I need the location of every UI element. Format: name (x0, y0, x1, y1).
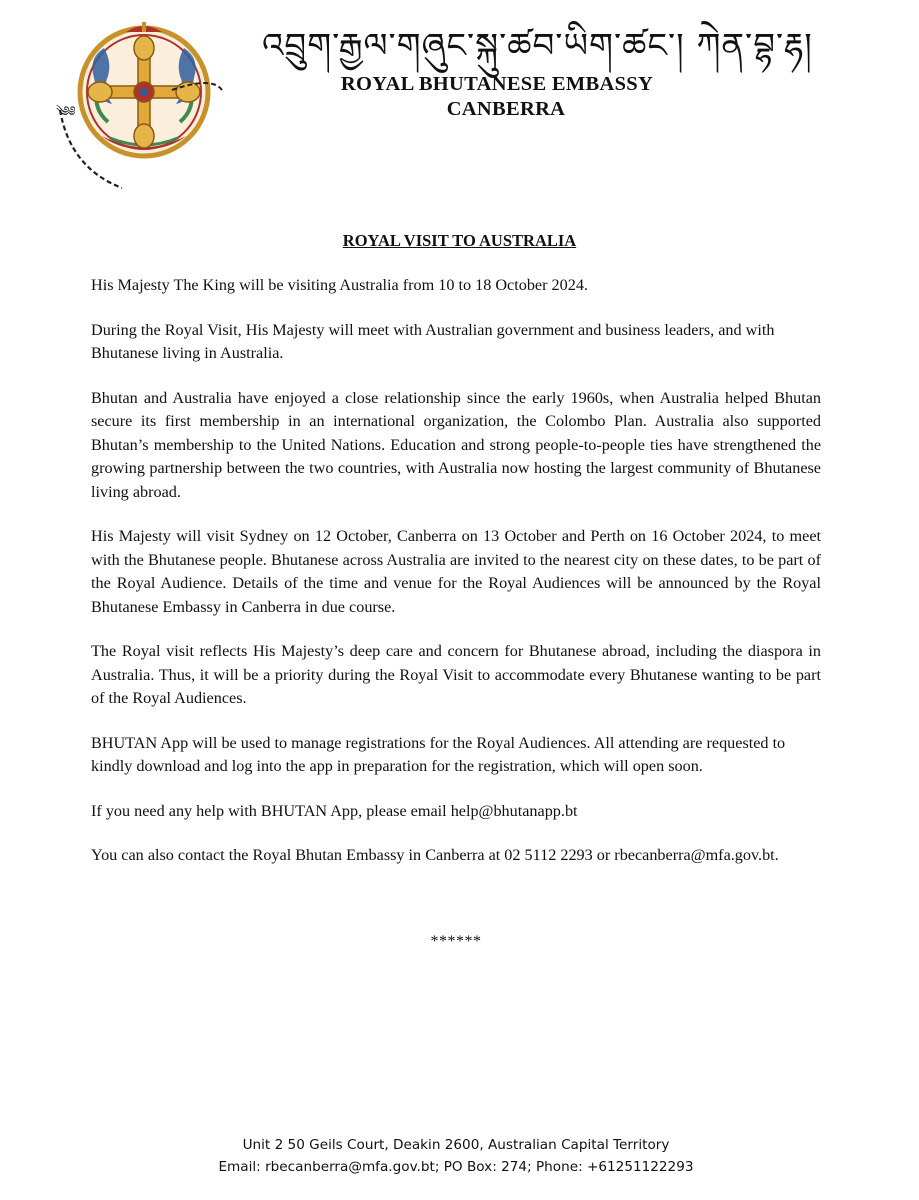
paragraph: You can also contact the Royal Bhutan Embassy in Canberra at 02 5112 2293 or rbecanberra@mfa.gov.bt. (91, 846, 779, 864)
paragraph: His Majesty will visit Sydney on 12 October, Canberra on 13 October and Perth on 16 October 2024, to meet with the Bhutanese people. Bhutanese across Australia are invited to the nearest city on these dates, to be part of the Royal Audience. Details of the time and venue for the Royal Audiences will be announced by the Royal Bhutanese Embassy in Canberra in due course. (91, 527, 821, 616)
footer-address: Unit 2 50 Geils Court, Deakin 2600, Australian Capital Territory (242, 1137, 670, 1153)
national-emblem (52, 18, 228, 194)
letterhead (262, 26, 813, 122)
document-title: ROYAL VISIT TO AUSTRALIA (342, 231, 577, 250)
embassy-name: ROYAL BHUTANESE EMBASSY (340, 73, 654, 95)
paragraph: The Royal visit reflects His Majesty’s deep care and concern for Bhutanese abroad, including the diaspora in Australia. Thus, it will be a priority during the Royal Visit to accommodate every Bhutanese wanting to be part of the Royal Audiences. (91, 642, 821, 707)
paragraph: BHUTAN App will be used to manage registrations for the Royal Audiences. All attending are requested to kindly download and log into the app in preparation for the registration, which will open soon. (91, 733, 786, 775)
paragraph: His Majesty The King will be visiting Australia from 10 to 18 October 2024. (91, 276, 588, 294)
svg-text:༄༅: ༄༅ (56, 104, 76, 120)
embassy-city: CANBERRA (446, 98, 566, 120)
footer (0, 1134, 912, 1178)
paragraph: Bhutan and Australia have enjoyed a close relationship since the early 1960s, when Australia helped Bhutan secure its first membership in an international organization, the Colombo Plan. Australia also supported Bhutan’s membership to the United Nations. Education and strong people-to-people ties have strengthened the growing partnership between the two countries, with Australia now hosting the largest community of Bhutanese living abroad. (91, 388, 821, 501)
dzongkha-title: འབྲུག་རྒྱལ་གཞུང་སྐུ་ཚབ་ཡིག་ཚང་། ཀེན་བྷ་རྷ། (262, 26, 813, 66)
bhutan-national-emblem-icon (52, 18, 228, 194)
paragraph: During the Royal Visit, His Majesty will meet with Australian government and business leaders, and with Bhutanese living in Australia. (91, 320, 775, 362)
document-body (91, 274, 821, 889)
footer-contact: Email: rbecanberra@mfa.gov.bt; PO Box: 274; Phone: +61251122293 (218, 1159, 694, 1175)
paragraph: If you need any help with BHUTAN App, please email help@bhutanapp.bt (91, 801, 578, 820)
end-mark: ****** (430, 933, 482, 950)
